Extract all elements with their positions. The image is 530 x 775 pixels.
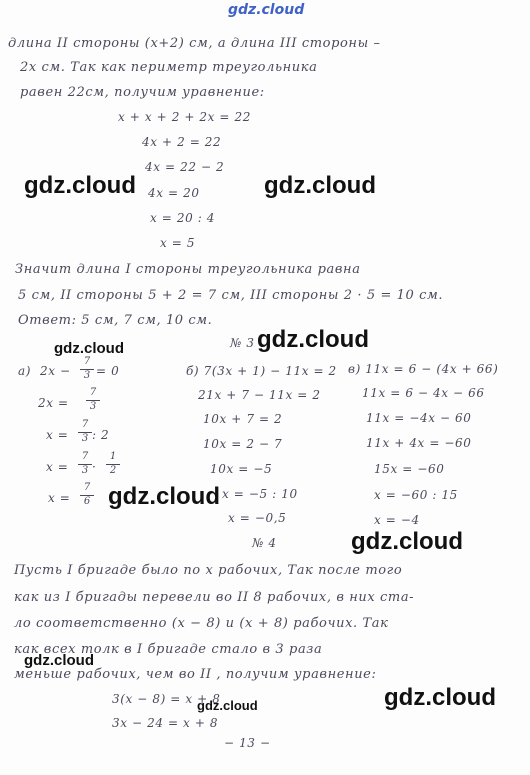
text-line: 2x см. Так как периметр треугольника xyxy=(20,60,318,75)
watermark: gdz.cloud xyxy=(351,528,463,555)
fraction-denominator: 6 xyxy=(83,496,91,507)
equation-line: x = xyxy=(48,491,71,505)
watermark: gdz.cloud xyxy=(197,698,258,713)
fraction-numerator: 7 xyxy=(81,419,89,430)
watermark: gdz.cloud xyxy=(108,483,220,510)
fraction-numerator: 7 xyxy=(83,356,91,367)
fraction-denominator: 3 xyxy=(81,433,89,444)
equation-line: x = xyxy=(46,460,69,474)
text-line: меньше рабочих, чем во II , получим уравнение: xyxy=(14,667,377,682)
equation-line: 3x − 24 = x + 8 xyxy=(112,716,219,730)
text-line: Значит длина I стороны треугольника равна xyxy=(15,262,361,277)
equation-line: x = xyxy=(46,428,69,442)
equation-line: 4x = 20 xyxy=(148,186,200,200)
equation-line: 4x = 22 − 2 xyxy=(145,160,225,174)
equation-line: 11x + 4x = −60 xyxy=(366,436,472,450)
text-line: Ответ: 5 см, 7 см, 10 см. xyxy=(18,313,213,328)
equation-line: = 0 xyxy=(96,364,120,378)
fraction-denominator: 2 xyxy=(109,465,117,476)
text-line: длина II стороны (x+2) см, а длина III стороны – xyxy=(8,36,381,51)
text-line: Пусть I бригаде было по x рабочих, Так после того xyxy=(14,563,403,578)
subtask-label: а) xyxy=(18,364,32,378)
equation-line: 2x = xyxy=(38,396,69,410)
text-line: как всех толк в I бригаде стало в 3 раза xyxy=(14,642,323,657)
fraction-numerator: 7 xyxy=(89,387,97,398)
equation-line: x = 5 xyxy=(160,236,196,250)
text-line: 5 см, II стороны 5 + 2 = 7 см, III стороны 2 · 5 = 10 см. xyxy=(18,288,444,303)
equation-line: x = −5 : 10 xyxy=(222,487,298,501)
equation-line: в) 11x = 6 − (4x + 66) xyxy=(348,362,499,376)
fraction-numerator: 7 xyxy=(81,451,89,462)
equation-line: · xyxy=(92,460,97,474)
fraction-denominator: 3 xyxy=(83,370,91,381)
equation-line: 11x = 6 − 4x − 66 xyxy=(362,386,485,400)
fraction-denominator: 3 xyxy=(89,401,97,412)
equation-line: 11x = −4x − 60 xyxy=(366,411,472,425)
fraction-numerator: 1 xyxy=(109,451,117,462)
equation-line: 10x = 2 − 7 xyxy=(203,437,283,451)
watermark: gdz.cloud xyxy=(24,652,94,669)
text-line: ло соответственно (x − 8) и (x + 8) рабочих. Так xyxy=(14,616,389,631)
equation-line: 21x + 7 − 11x = 2 xyxy=(198,388,321,402)
equation-line: 10x + 7 = 2 xyxy=(203,412,283,426)
page-number: − 13 − xyxy=(224,736,271,750)
text-line: равен 22см, получим уравнение: xyxy=(20,85,265,100)
equation-line: 4x + 2 = 22 xyxy=(142,135,222,149)
equation-line: 2x − xyxy=(40,364,71,378)
equation-line: x = −4 xyxy=(374,513,420,527)
equation-line: 10x = −5 xyxy=(210,462,273,476)
task-number: № 3 xyxy=(230,336,255,350)
text-line: как из I бригады перевели во II 8 рабочих, в них ста- xyxy=(14,590,415,605)
watermark: gdz.cloud xyxy=(264,172,376,199)
fraction-numerator: 7 xyxy=(83,482,91,493)
site-logo: gdz.cloud xyxy=(228,2,305,18)
watermark: gdz.cloud xyxy=(257,326,369,353)
equation-line: : 2 xyxy=(92,428,110,442)
equation-line: x = −60 : 15 xyxy=(374,488,458,502)
watermark: gdz.cloud xyxy=(24,172,136,199)
equation-line: 3(x − 8) = x + 8 xyxy=(112,692,221,706)
watermark: gdz.cloud xyxy=(384,684,496,711)
equation-line: x = 20 : 4 xyxy=(150,211,216,225)
equation-line: 15x = −60 xyxy=(374,462,445,476)
fraction-denominator: 3 xyxy=(81,465,89,476)
watermark: gdz.cloud xyxy=(54,340,124,357)
equation-line: x = −0,5 xyxy=(228,511,287,525)
task-number: № 4 xyxy=(252,536,277,550)
equation-line: б) 7(3x + 1) − 11x = 2 xyxy=(186,364,337,378)
equation-line: x + x + 2 + 2x = 22 xyxy=(118,110,251,124)
